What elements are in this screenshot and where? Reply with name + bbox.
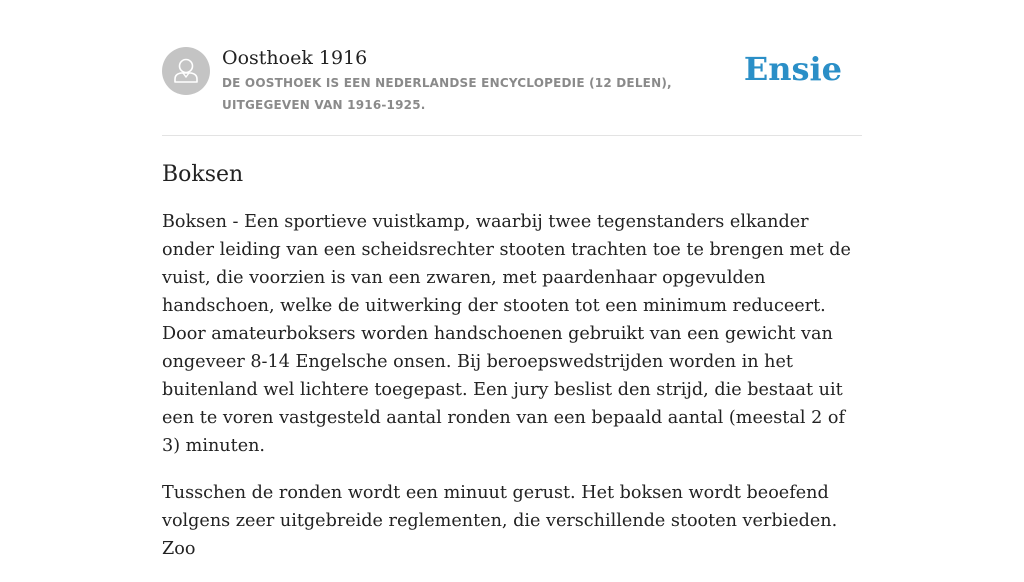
article-title: Boksen xyxy=(162,162,244,187)
article-paragraph: Tusschen de ronden wordt een minuut gerust. Het boksen wordt beoefend volgens zeer uitgebreide reglementen, die verschillende stooten verbieden. Zoo xyxy=(162,483,838,559)
article-paragraph: Boksen - Een sportieve vuistkamp, waarbij twee tegenstanders elkander onder leiding van een scheidsrechter stooten trachten toe te brengen met de vuist, die voorzien is van een zwaren, met paardenhaar opgevulden handschoen, welke de uitwerking der stooten tot een minimum reduceert. Door amateurboksers worden handschoenen gebruikt van een gewicht van ongeveer 8-14 Engelsche onsen. Bij beroepswedstrijden worden in het buitenland wel lichtere toegepast. Een jury beslist den strijd, die bestaat uit een te voren vastgesteld aantal ronden van een bepaald aantal (meestal 2 of 3) minuten. xyxy=(162,212,851,456)
avatar[interactable] xyxy=(162,47,210,95)
source-description: DE OOSTHOEK IS EEN NEDERLANDSE ENCYCLOPEDIE (12 DELEN), UITGEGEVEN VAN 1916-1925. xyxy=(222,76,672,112)
article xyxy=(162,158,862,582)
header-divider xyxy=(162,135,862,136)
user-outline-icon xyxy=(162,47,210,95)
source-header xyxy=(162,46,862,136)
source-title[interactable]: Oosthoek 1916 xyxy=(222,47,368,69)
ensie-logo[interactable]: Ensie xyxy=(743,50,842,88)
